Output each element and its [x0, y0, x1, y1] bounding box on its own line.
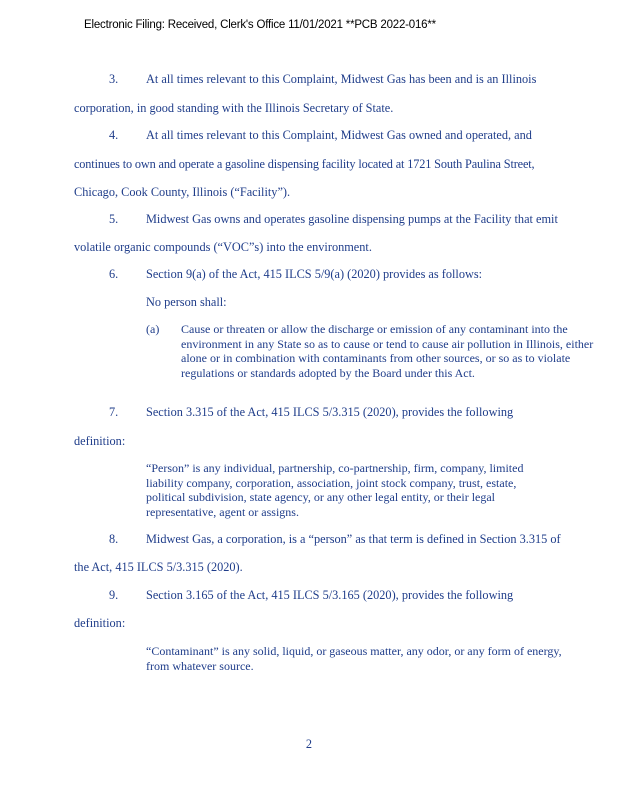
- paragraph-5-number: 5.: [109, 212, 119, 226]
- paragraph-3-line-1: At all times relevant to this Complaint, Midwest Gas has been and is an Illinois: [146, 72, 537, 86]
- paragraph-7-line-1: Section 3.315 of the Act, 415 ILCS 5/3.315 (2020), provides the following: [146, 405, 514, 419]
- person-definition-quote: “Person” is any individual, partnership, co-partnership, firm, company, limited liability company, corporation, association, joint stock company, trust, estate, political subdivision, state agency, or any other legal entity, or their legal representative, agent or assigns.: [146, 461, 524, 519]
- paragraph-8-number: 8.: [109, 532, 119, 546]
- paragraph-5-line-2: volatile organic compounds (“VOC”s) into the environment.: [74, 240, 372, 254]
- paragraph-6-line-1: Section 9(a) of the Act, 415 ILCS 5/9(a) (2020) provides as follows:: [146, 267, 483, 281]
- paragraph-4-line-2: continues to own and operate a gasoline dispensing facility located at 1721 South Paulina Street,: [74, 157, 535, 171]
- paragraph-4-line-3: Chicago, Cook County, Illinois (“Facility”).: [74, 185, 291, 199]
- contaminant-definition-quote: “Contaminant” is any solid, liquid, or gaseous matter, any odor, or any form of energy, from whatever source.: [146, 644, 562, 673]
- paragraph-7-number: 7.: [109, 405, 119, 419]
- page-number: 2: [305, 737, 313, 751]
- paragraph-9-number: 9.: [109, 588, 119, 602]
- electronic-filing-header: Electronic Filing: Received, Clerk's Office 11/01/2021 **PCB 2022-016**: [84, 19, 436, 31]
- paragraph-6-item-label: (a): [146, 322, 160, 336]
- paragraph-9-line-2: definition:: [74, 616, 126, 630]
- paragraph-5-line-1: Midwest Gas owns and operates gasoline dispensing pumps at the Facility that emit: [146, 212, 558, 226]
- paragraph-9-line-1: Section 3.165 of the Act, 415 ILCS 5/3.165 (2020), provides the following: [146, 588, 514, 602]
- paragraph-6-number: 6.: [109, 267, 119, 281]
- paragraph-6-item-text: Cause or threaten or allow the discharge or emission of any contaminant into the environment in any State so as to cause or tend to cause air pollution in Illinois, either alone or in combination with contaminants from other sources, or so as to violate regulations or standards adopted by the Board under this Act.: [181, 322, 594, 380]
- paragraph-6-intro: No person shall:: [146, 295, 227, 309]
- paragraph-8-line-1: Midwest Gas, a corporation, is a “person” as that term is defined in Section 3.315 of: [146, 532, 561, 546]
- paragraph-3-number: 3.: [109, 72, 119, 86]
- paragraph-3-line-2: corporation, in good standing with the Illinois Secretary of State.: [74, 101, 394, 115]
- paragraph-4-number: 4.: [109, 128, 119, 142]
- paragraph-7-line-2: definition:: [74, 434, 126, 448]
- paragraph-4-line-1: At all times relevant to this Complaint, Midwest Gas owned and operated, and: [146, 128, 532, 142]
- paragraph-8-line-2: the Act, 415 ILCS 5/3.315 (2020).: [74, 560, 243, 574]
